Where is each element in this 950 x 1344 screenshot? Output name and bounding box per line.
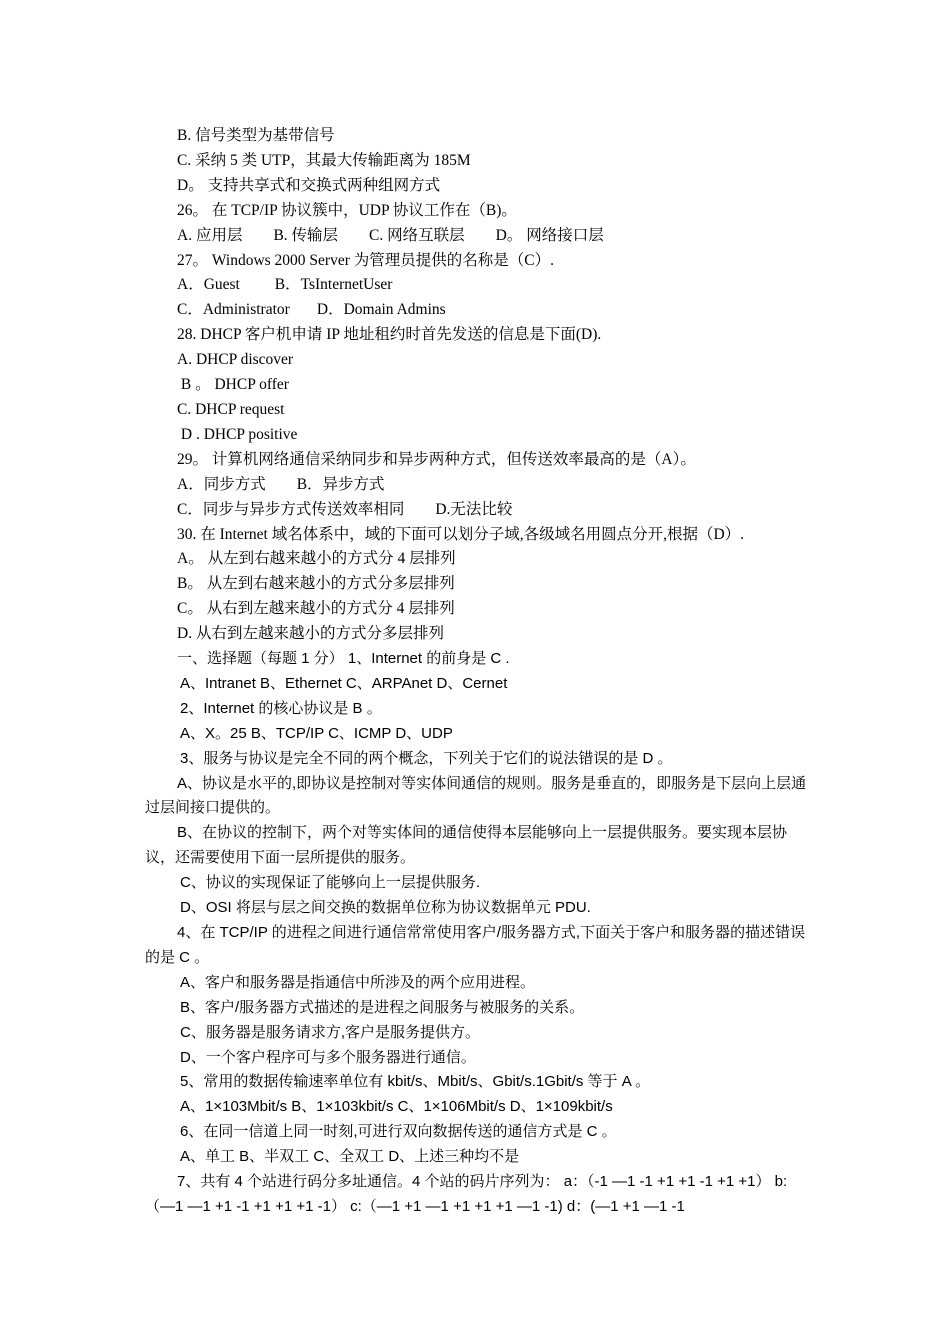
- text-line: C．Administrator D．Domain Admins: [177, 301, 446, 319]
- text-paragraph: 7、共有 4 个站进行码分多址通信。4 个站的码片序列为： a：（-1 —1 -1 +1 +1 -1 +1 +1） b:（—1 —1 +1 -1 +1 +1 +1 -1） c:（—1 +1 —1 +1 +1 +1 —1 -1) d：(—1 +1 —1 -1: [145, 1173, 788, 1215]
- text-line: C、服务器是服务请求方,客户是服务提供方。: [180, 1023, 481, 1041]
- text-line: 6、在同一信道上同一时刻,可进行双向数据传送的通信方式是 C 。: [180, 1123, 617, 1141]
- text-line: C、协议的实现保证了能够向上一层提供服务.: [180, 874, 481, 892]
- text-line: 27。 Windows 2000 Server 为管理员提供的名称是（C）.: [177, 251, 554, 269]
- text-line: A、1×103Mbit/s B、1×103kbit/s C、1×106Mbit/s D、1×109kbit/s: [180, 1098, 613, 1116]
- text-line: A、X。25 B、TCP/IP C、ICMP D、UDP: [180, 724, 453, 742]
- text-line: 28. DHCP 客户机申请 IP 地址租约时首先发送的信息是下面(D).: [177, 326, 602, 344]
- text-line: D。 支持共享式和交换式两种组网方式: [177, 176, 441, 194]
- text-line: 一、选择题（每题 1 分） 1、Internet 的前身是 C .: [177, 650, 510, 668]
- text-line: A。 从左到右越来越小的方式分 4 层排列: [177, 550, 456, 568]
- text-line: 5、常用的数据传输速率单位有 kbit/s、Mbit/s、Gbit/s.1Gbit/s 等于 A 。: [180, 1073, 651, 1091]
- text-line: C. 采纳 5 类 UTP，其最大传输距离为 185M: [177, 151, 471, 169]
- text-line: A．Guest B．TsInternetUser: [177, 276, 393, 294]
- text-line: A、Intranet B、Ethernet C、ARPAnet D、Cernet: [180, 674, 508, 692]
- text-line: D. 从右到左越来越小的方式分多层排列: [177, 625, 444, 643]
- text-line: 2、Internet 的核心协议是 B 。: [180, 699, 382, 717]
- text-line: 26。 在 TCP/IP 协议簇中，UDP 协议工作在（B)。: [177, 201, 517, 219]
- text-line: A．同步方式 B．异步方式: [177, 475, 385, 493]
- text-line: D、一个客户程序可与多个服务器进行通信。: [180, 1048, 476, 1066]
- text-line: C. DHCP request: [177, 400, 285, 418]
- text-line: B 。 DHCP offer: [177, 376, 289, 394]
- text-line: B. 信号类型为基带信号: [177, 127, 335, 144]
- document-body: [145, 124, 810, 1220]
- text-line: B、客户/服务器方式描述的是进程之间服务与被服务的关系。: [180, 998, 585, 1016]
- text-line: A、单工 B、半双工 C、全双工 D、上述三种均不是: [180, 1148, 520, 1166]
- text-line: A. 应用层 B. 传输层 C. 网络互联层 D。 网络接口层: [177, 226, 604, 244]
- text-line: A、客户和服务器是指通信中所涉及的两个应用进程。: [180, 973, 536, 991]
- text-line: 29。 计算机网络通信采纳同步和异步两种方式，但传送效率最高的是（A）。: [177, 450, 696, 468]
- text-paragraph: 4、在 TCP/IP 的进程之间进行通信常常使用客户/服务器方式,下面关于客户和服务器的描述错误的是 C 。: [145, 924, 806, 966]
- text-line: D、OSI 将层与层之间交换的数据单位称为协议数据单元 PDU.: [180, 899, 591, 917]
- text-paragraph: A、协议是水平的,即协议是控制对等实体间通信的规则。服务是垂直的，即服务是下层向上层通过层间接口提供的。: [145, 774, 807, 817]
- text-paragraph: B、在协议的控制下，两个对等实体间的通信使得本层能够向上一层提供服务。要实现本层协议，还需要使用下面一层所提供的服务。: [145, 824, 788, 867]
- text-line: A. DHCP discover: [177, 351, 294, 369]
- text-line: C。 从右到左越来越小的方式分 4 层排列: [177, 600, 455, 618]
- text-line: 3、服务与协议是完全不同的两个概念，下列关于它们的说法错误的是 D 。: [180, 749, 673, 767]
- text-line: C．同步与异步方式传送效率相同 D.无法比较: [177, 500, 513, 518]
- text-line: D . DHCP positive: [177, 425, 298, 443]
- text-line: B。 从左到右越来越小的方式分多层排列: [177, 575, 455, 593]
- text-line: 30. 在 Internet 域名体系中，域的下面可以划分子域,各级域名用圆点分开,根据（D）.: [177, 525, 745, 543]
